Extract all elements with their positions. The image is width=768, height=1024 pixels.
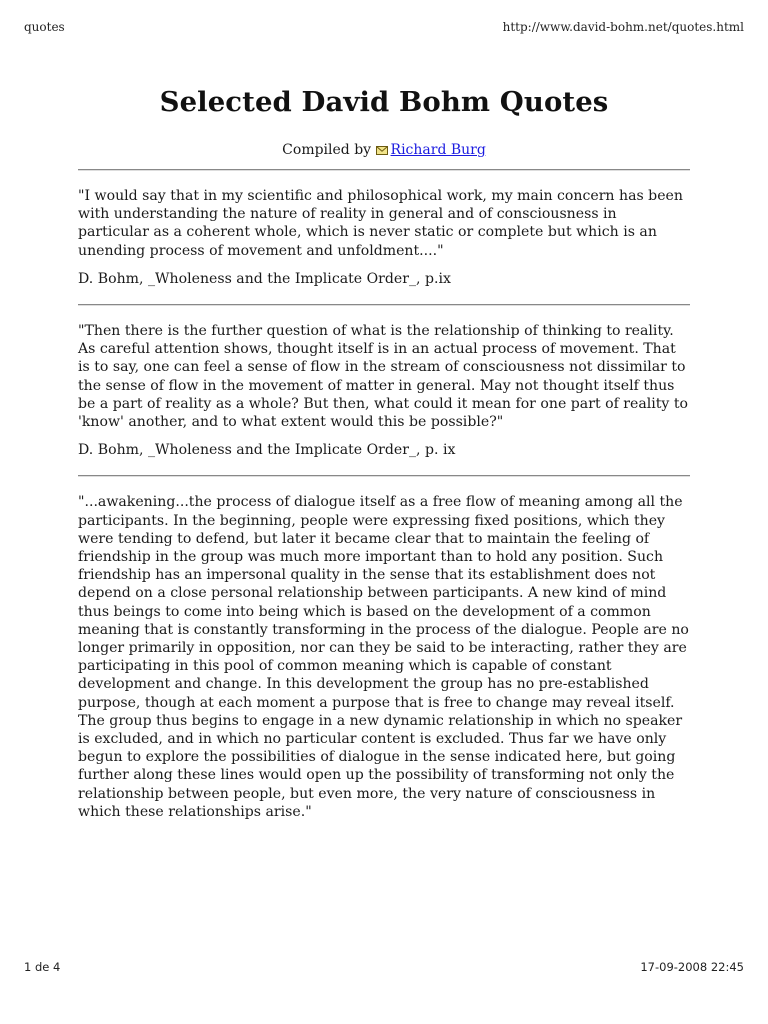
quote-1-text: "I would say that in my scientific and philosophical work, my main concern has been with understanding the nature of reality in general and of consciousness in particular as a coherent whole, which is never static or complete but which is an unending process of movement and unfoldment...."	[78, 188, 683, 259]
compiled-by-line	[78, 140, 690, 160]
divider	[78, 475, 690, 477]
quote-3-text: "...awakening...the process of dialogue itself as a free flow of meaning among all the participants. In the beginning, people were expressing fixed positions, which they were tending to defend, but later it became clear that to maintain the feeling of friendship in the group was much more important than to hold any position. Such friendship has an impersonal quality in the sense that its establishment does not depend on a close personal relationship between participants. A new kind of mind thus beings to come into being which is based on the development of a common meaning that is constantly transforming in the process of the dialogue. People are no longer primarily in opposition, nor can they be said to be interacting, rather they are participating in this pool of common meaning which is capable of constant development and change. In this development the group has no pre-established purpose, though at each moment a purpose that is free to change may reveal itself. The group thus begins to engage in a new dynamic relationship in which no speaker is excluded, and in which no particular content is excluded. Thus far we have only begun to explore the possibilities of dialogue in the sense indicated here, but going further along these lines would open up the possibility of transforming not only the relationship between people, but even more, the very nature of consciousness in which these relationships arise."	[78, 494, 689, 820]
envelope-icon[interactable]	[376, 146, 388, 155]
print-datetime: 17-09-2008 22:45	[640, 960, 744, 974]
document-body	[78, 82, 690, 821]
author-link[interactable]: Richard Burg	[390, 142, 486, 158]
print-header	[24, 20, 744, 36]
print-footer	[24, 960, 744, 976]
quote-2-text: "Then there is the further question of what is the relationship of thinking to reality. As careful attention shows, thought itself is in an actual process of movement. That is to say, one can feel a sense of flow in the stream of consciousness not dissimilar to the sense of flow in the movement of matter in general. May not thought itself thus be a part of reality as a whole? But then, what could it mean for one part of reality to 'know' another, and to what extent would this be possible?"	[78, 323, 689, 431]
quote-1-citation: D. Bohm, _Wholeness and the Implicate Order_, p.ix	[78, 270, 451, 287]
quote-2-citation: D. Bohm, _Wholeness and the Implicate Order_, p. ix	[78, 442, 456, 459]
print-header-title: quotes	[24, 20, 65, 34]
divider	[78, 169, 690, 171]
page-title: Selected David Bohm Quotes	[159, 86, 609, 118]
print-header-url: http://www.david-bohm.net/quotes.html	[502, 20, 744, 34]
compiled-by-label: Compiled by	[282, 142, 372, 158]
divider	[78, 304, 690, 306]
page-number: 1 de 4	[24, 960, 61, 974]
